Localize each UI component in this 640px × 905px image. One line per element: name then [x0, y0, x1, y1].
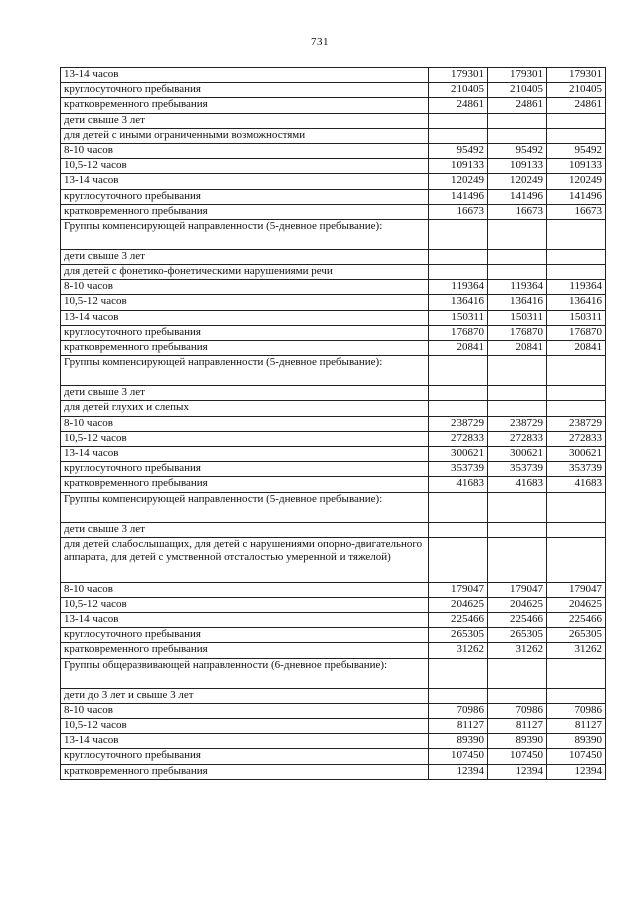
- table-row: [61, 582, 606, 597]
- table-row: [61, 628, 606, 643]
- row-label: дети до 3 лет и свыше 3 лет: [61, 688, 429, 703]
- value-cell-1: [429, 128, 488, 143]
- row-label: 13-14 часов: [61, 446, 429, 461]
- row-label: для детей слабослышащих, для детей с нарушениями опорно-двигательного аппарата, для детей с умственной отсталостью умеренной и тяжелой): [61, 537, 429, 582]
- table-row: [61, 492, 606, 522]
- row-label: кратковременного пребывания: [61, 98, 429, 113]
- value-cell-3: [547, 522, 606, 537]
- value-cell-3: 272833: [547, 431, 606, 446]
- row-label: 10,5-12 часов: [61, 295, 429, 310]
- value-cell-1: 265305: [429, 628, 488, 643]
- value-cell-2: [488, 265, 547, 280]
- value-cell-1: 225466: [429, 613, 488, 628]
- table-row: [61, 688, 606, 703]
- value-cell-1: 150311: [429, 310, 488, 325]
- value-cell-3: 109133: [547, 159, 606, 174]
- value-cell-2: 89390: [488, 734, 547, 749]
- value-cell-1: [429, 401, 488, 416]
- value-cell-1: 272833: [429, 431, 488, 446]
- value-cell-1: 41683: [429, 477, 488, 492]
- value-cell-2: 119364: [488, 280, 547, 295]
- row-label: 10,5-12 часов: [61, 159, 429, 174]
- value-cell-2: [488, 658, 547, 688]
- value-cell-2: [488, 537, 547, 582]
- table-body: [61, 68, 606, 780]
- value-cell-1: [429, 265, 488, 280]
- row-label: круглосуточного пребывания: [61, 628, 429, 643]
- table-row: [61, 204, 606, 219]
- value-cell-2: 70986: [488, 703, 547, 718]
- value-cell-3: 81127: [547, 719, 606, 734]
- value-cell-3: 89390: [547, 734, 606, 749]
- value-cell-2: 353739: [488, 462, 547, 477]
- row-label: дети свыше 3 лет: [61, 113, 429, 128]
- row-label: 13-14 часов: [61, 734, 429, 749]
- value-cell-3: 20841: [547, 341, 606, 356]
- value-cell-1: 95492: [429, 143, 488, 158]
- value-cell-2: 136416: [488, 295, 547, 310]
- table-row: [61, 325, 606, 340]
- row-label: круглосуточного пребывания: [61, 83, 429, 98]
- value-cell-2: [488, 688, 547, 703]
- table-row: [61, 522, 606, 537]
- table-row: [61, 431, 606, 446]
- value-cell-3: [547, 249, 606, 264]
- table-row: [61, 537, 606, 582]
- value-cell-1: 179047: [429, 582, 488, 597]
- table-row: [61, 189, 606, 204]
- row-label: для детей с фонетико-фонетическими нарушениями речи: [61, 265, 429, 280]
- value-cell-1: 179301: [429, 68, 488, 83]
- value-cell-3: [547, 537, 606, 582]
- table-row: [61, 143, 606, 158]
- value-cell-1: [429, 537, 488, 582]
- value-cell-1: 107450: [429, 749, 488, 764]
- value-cell-3: [547, 356, 606, 386]
- value-cell-1: 81127: [429, 719, 488, 734]
- table-row: [61, 477, 606, 492]
- value-cell-2: [488, 401, 547, 416]
- value-cell-1: [429, 386, 488, 401]
- value-cell-3: [547, 113, 606, 128]
- table-row: [61, 159, 606, 174]
- tariff-table: [60, 67, 606, 780]
- table-row: [61, 83, 606, 98]
- value-cell-3: [547, 401, 606, 416]
- value-cell-3: 24861: [547, 98, 606, 113]
- table-row: [61, 174, 606, 189]
- value-cell-2: 12394: [488, 764, 547, 779]
- value-cell-2: [488, 522, 547, 537]
- table-row: [61, 68, 606, 83]
- value-cell-2: [488, 249, 547, 264]
- value-cell-2: 265305: [488, 628, 547, 643]
- value-cell-1: 20841: [429, 341, 488, 356]
- value-cell-2: 81127: [488, 719, 547, 734]
- value-cell-1: [429, 522, 488, 537]
- value-cell-1: 70986: [429, 703, 488, 718]
- row-label: 8-10 часов: [61, 143, 429, 158]
- value-cell-1: 119364: [429, 280, 488, 295]
- value-cell-2: 225466: [488, 613, 547, 628]
- table-row: [61, 310, 606, 325]
- table-row: [61, 386, 606, 401]
- value-cell-2: 95492: [488, 143, 547, 158]
- row-label: 13-14 часов: [61, 310, 429, 325]
- value-cell-1: 300621: [429, 446, 488, 461]
- row-label: 8-10 часов: [61, 703, 429, 718]
- row-label: Группы общеразвивающей направленности (6-дневное пребывание):: [61, 658, 429, 688]
- table-row: [61, 462, 606, 477]
- value-cell-2: [488, 492, 547, 522]
- value-cell-1: [429, 249, 488, 264]
- table-row: [61, 113, 606, 128]
- table-row: [61, 703, 606, 718]
- value-cell-3: [547, 658, 606, 688]
- value-cell-2: 300621: [488, 446, 547, 461]
- value-cell-2: [488, 356, 547, 386]
- value-cell-1: 12394: [429, 764, 488, 779]
- value-cell-3: 31262: [547, 643, 606, 658]
- row-label: 8-10 часов: [61, 416, 429, 431]
- value-cell-3: 150311: [547, 310, 606, 325]
- value-cell-3: 238729: [547, 416, 606, 431]
- row-label: для детей глухих и слепых: [61, 401, 429, 416]
- table-row: [61, 416, 606, 431]
- table-row: [61, 597, 606, 612]
- value-cell-1: [429, 113, 488, 128]
- table-row: [61, 613, 606, 628]
- value-cell-2: 179047: [488, 582, 547, 597]
- value-cell-2: 107450: [488, 749, 547, 764]
- value-cell-1: [429, 356, 488, 386]
- row-label: круглосуточного пребывания: [61, 189, 429, 204]
- row-label: кратковременного пребывания: [61, 764, 429, 779]
- value-cell-2: 31262: [488, 643, 547, 658]
- table-row: [61, 280, 606, 295]
- table-row: [61, 295, 606, 310]
- row-label: 8-10 часов: [61, 582, 429, 597]
- value-cell-3: 204625: [547, 597, 606, 612]
- value-cell-3: 107450: [547, 749, 606, 764]
- value-cell-2: 20841: [488, 341, 547, 356]
- row-label: Группы компенсирующей направленности (5-дневное пребывание):: [61, 219, 429, 249]
- value-cell-2: [488, 113, 547, 128]
- value-cell-3: 176870: [547, 325, 606, 340]
- row-label: 10,5-12 часов: [61, 719, 429, 734]
- value-cell-2: 41683: [488, 477, 547, 492]
- value-cell-2: 238729: [488, 416, 547, 431]
- value-cell-1: [429, 492, 488, 522]
- value-cell-1: 210405: [429, 83, 488, 98]
- row-label: дети свыше 3 лет: [61, 522, 429, 537]
- value-cell-3: 225466: [547, 613, 606, 628]
- table-row: [61, 401, 606, 416]
- value-cell-1: 120249: [429, 174, 488, 189]
- row-label: 13-14 часов: [61, 174, 429, 189]
- value-cell-3: [547, 219, 606, 249]
- value-cell-1: 136416: [429, 295, 488, 310]
- value-cell-3: [547, 688, 606, 703]
- table-row: [61, 446, 606, 461]
- value-cell-3: [547, 128, 606, 143]
- value-cell-1: 353739: [429, 462, 488, 477]
- value-cell-1: [429, 688, 488, 703]
- table-row: [61, 719, 606, 734]
- row-label: Группы компенсирующей направленности (5-дневное пребывание):: [61, 356, 429, 386]
- value-cell-3: 70986: [547, 703, 606, 718]
- value-cell-3: 95492: [547, 143, 606, 158]
- value-cell-2: 204625: [488, 597, 547, 612]
- value-cell-1: 238729: [429, 416, 488, 431]
- value-cell-1: 24861: [429, 98, 488, 113]
- value-cell-3: 141496: [547, 189, 606, 204]
- row-label: 10,5-12 часов: [61, 431, 429, 446]
- value-cell-3: 120249: [547, 174, 606, 189]
- row-label: кратковременного пребывания: [61, 204, 429, 219]
- value-cell-2: 272833: [488, 431, 547, 446]
- value-cell-2: [488, 386, 547, 401]
- value-cell-3: 353739: [547, 462, 606, 477]
- row-label: кратковременного пребывания: [61, 341, 429, 356]
- value-cell-1: [429, 219, 488, 249]
- value-cell-1: 16673: [429, 204, 488, 219]
- value-cell-3: 119364: [547, 280, 606, 295]
- table-row: [61, 658, 606, 688]
- value-cell-2: [488, 128, 547, 143]
- table-row: [61, 219, 606, 249]
- table-row: [61, 341, 606, 356]
- row-label: круглосуточного пребывания: [61, 462, 429, 477]
- value-cell-2: [488, 219, 547, 249]
- row-label: круглосуточного пребывания: [61, 749, 429, 764]
- row-label: для детей с иными ограниченными возможностями: [61, 128, 429, 143]
- value-cell-3: 265305: [547, 628, 606, 643]
- value-cell-3: 179047: [547, 582, 606, 597]
- value-cell-1: 141496: [429, 189, 488, 204]
- table-row: [61, 265, 606, 280]
- value-cell-3: 136416: [547, 295, 606, 310]
- value-cell-2: 120249: [488, 174, 547, 189]
- value-cell-2: 210405: [488, 83, 547, 98]
- table-row: [61, 734, 606, 749]
- value-cell-2: 150311: [488, 310, 547, 325]
- value-cell-3: [547, 386, 606, 401]
- value-cell-3: 300621: [547, 446, 606, 461]
- table-row: [61, 249, 606, 264]
- value-cell-3: 16673: [547, 204, 606, 219]
- table-row: [61, 356, 606, 386]
- row-label: 8-10 часов: [61, 280, 429, 295]
- table-row: [61, 749, 606, 764]
- page-number: 731: [311, 36, 329, 48]
- row-label: дети свыше 3 лет: [61, 386, 429, 401]
- value-cell-2: 16673: [488, 204, 547, 219]
- value-cell-3: [547, 492, 606, 522]
- value-cell-1: 109133: [429, 159, 488, 174]
- value-cell-1: [429, 658, 488, 688]
- value-cell-1: 89390: [429, 734, 488, 749]
- row-label: дети свыше 3 лет: [61, 249, 429, 264]
- value-cell-3: 41683: [547, 477, 606, 492]
- table-row: [61, 98, 606, 113]
- value-cell-2: 176870: [488, 325, 547, 340]
- row-label: 13-14 часов: [61, 68, 429, 83]
- table-row: [61, 764, 606, 779]
- value-cell-2: 141496: [488, 189, 547, 204]
- row-label: кратковременного пребывания: [61, 477, 429, 492]
- row-label: 13-14 часов: [61, 613, 429, 628]
- value-cell-3: 210405: [547, 83, 606, 98]
- row-label: кратковременного пребывания: [61, 643, 429, 658]
- value-cell-2: 24861: [488, 98, 547, 113]
- table-row: [61, 128, 606, 143]
- value-cell-2: 179301: [488, 68, 547, 83]
- table-row: [61, 643, 606, 658]
- row-label: 10,5-12 часов: [61, 597, 429, 612]
- value-cell-1: 176870: [429, 325, 488, 340]
- value-cell-3: 179301: [547, 68, 606, 83]
- value-cell-3: 12394: [547, 764, 606, 779]
- value-cell-1: 204625: [429, 597, 488, 612]
- value-cell-1: 31262: [429, 643, 488, 658]
- value-cell-2: 109133: [488, 159, 547, 174]
- row-label: Группы компенсирующей направленности (5-дневное пребывание):: [61, 492, 429, 522]
- row-label: круглосуточного пребывания: [61, 325, 429, 340]
- value-cell-3: [547, 265, 606, 280]
